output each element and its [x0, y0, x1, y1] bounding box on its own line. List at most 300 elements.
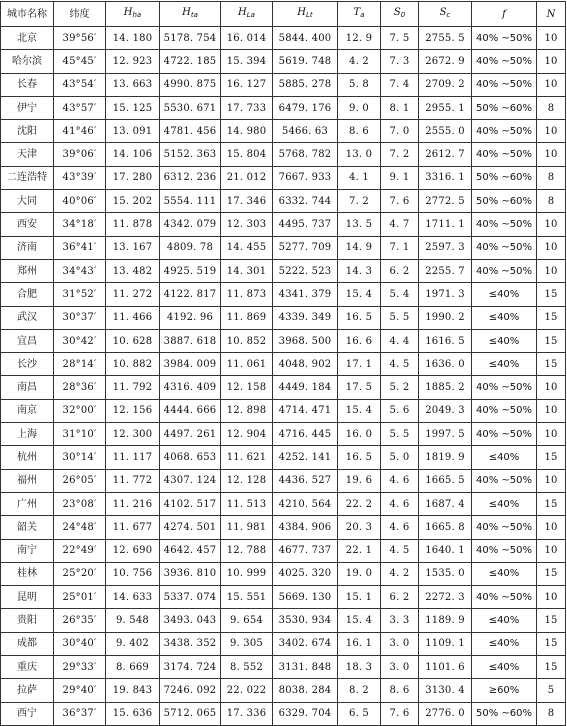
h-ha-cell: 19. 843 — [106, 679, 160, 702]
h-la-cell: 14. 980 — [221, 120, 273, 143]
n-cell: 10 — [537, 399, 566, 422]
city-cell: 拉萨 — [1, 679, 54, 702]
table-row — [1, 213, 566, 236]
h-la-cell: 12. 128 — [221, 469, 273, 492]
f-cell: ≤40% — [472, 329, 537, 352]
s-c-cell: 1665. 8 — [419, 516, 472, 539]
h-ha-cell: 14. 633 — [106, 586, 160, 609]
h-ta-cell: 5554. 111 — [160, 190, 221, 213]
city-cell: 成都 — [1, 632, 54, 655]
h-la-cell: 12. 788 — [221, 539, 273, 562]
h-lt-cell: 5844. 400 — [273, 27, 338, 50]
h-lt-cell: 4210. 564 — [273, 492, 338, 515]
h-ha-cell: 11. 466 — [106, 306, 160, 329]
latitude-cell: 34°43′ — [54, 259, 106, 282]
h-ta-cell: 4809. 78 — [160, 236, 221, 259]
latitude-cell: 45°45′ — [54, 50, 106, 73]
t-a-cell: 4. 1 — [338, 166, 381, 189]
table-row — [1, 190, 566, 213]
n-cell: 10 — [537, 539, 566, 562]
f-cell: 50% ~60% — [472, 96, 537, 119]
t-a-cell: 14. 9 — [338, 236, 381, 259]
city-cell: 西安 — [1, 213, 54, 236]
header-t-a — [338, 2, 381, 27]
h-la-cell: 17. 733 — [221, 96, 273, 119]
h-ta-cell: 3887. 618 — [160, 329, 221, 352]
f-cell: 40% ~50% — [472, 259, 537, 282]
h-ha-cell: 9. 402 — [106, 632, 160, 655]
table-row — [1, 96, 566, 119]
latitude-cell: 31°10′ — [54, 423, 106, 446]
f-cell: 40% ~50% — [472, 120, 537, 143]
t-a-cell: 13. 0 — [338, 143, 381, 166]
h-lt-cell: 4714. 471 — [273, 399, 338, 422]
s-0-cell: 7. 5 — [381, 27, 419, 50]
h-lt-cell: 4048. 902 — [273, 353, 338, 376]
s-0-cell: 4. 4 — [381, 329, 419, 352]
t-a-cell: 15. 4 — [338, 283, 381, 306]
table-row — [1, 399, 566, 422]
city-cell: 哈尔滨 — [1, 50, 54, 73]
s-0-cell: 7. 6 — [381, 190, 419, 213]
n-cell: 10 — [537, 516, 566, 539]
latitude-cell: 29°33′ — [54, 656, 106, 679]
f-cell: ≤40% — [472, 492, 537, 515]
h-la-cell: 9. 305 — [221, 632, 273, 655]
h-lt-cell: 6479. 176 — [273, 96, 338, 119]
s-0-cell: 5. 2 — [381, 376, 419, 399]
s-c-cell: 2755. 5 — [419, 27, 472, 50]
city-cell: 二连浩特 — [1, 166, 54, 189]
h-lt-cell: 5619. 748 — [273, 50, 338, 73]
header-latitude — [54, 2, 106, 27]
latitude-cell: 24°48′ — [54, 516, 106, 539]
table-row — [1, 492, 566, 515]
h-la-cell: 15. 804 — [221, 143, 273, 166]
city-cell: 南昌 — [1, 376, 54, 399]
h-lt-cell: 4449. 184 — [273, 376, 338, 399]
s-0-cell: 3. 0 — [381, 632, 419, 655]
s-c-cell: 1109. 1 — [419, 632, 472, 655]
n-cell: 10 — [537, 586, 566, 609]
h-lt-cell: 4677. 737 — [273, 539, 338, 562]
header-city-name — [1, 2, 54, 27]
s-0-cell: 4. 6 — [381, 492, 419, 515]
table-row — [1, 679, 566, 702]
f-cell: 40% ~50% — [472, 423, 537, 446]
s-c-cell: 1101. 6 — [419, 656, 472, 679]
s-0-cell: 7. 2 — [381, 143, 419, 166]
f-cell: ≤40% — [472, 283, 537, 306]
f-cell: 50% ~60% — [472, 190, 537, 213]
s-0-cell: 5. 4 — [381, 283, 419, 306]
h-la-cell: 11. 869 — [221, 306, 273, 329]
header-n — [537, 2, 566, 27]
latitude-cell: 36°41′ — [54, 236, 106, 259]
h-ha-cell: 13. 167 — [106, 236, 160, 259]
h-ta-cell: 4342. 079 — [160, 213, 221, 236]
table-row — [1, 516, 566, 539]
s-0-cell: 5. 0 — [381, 446, 419, 469]
h-lt-cell: 4025. 320 — [273, 562, 338, 585]
s-0-cell: 3. 3 — [381, 609, 419, 632]
h-lt-cell: 5222. 523 — [273, 259, 338, 282]
latitude-cell: 26°35′ — [54, 609, 106, 632]
f-cell: 40% ~50% — [472, 143, 537, 166]
header-h-lt-label: H — [297, 7, 307, 18]
header-h-lt — [273, 2, 338, 27]
t-a-cell: 16. 5 — [338, 446, 381, 469]
n-cell: 15 — [537, 306, 566, 329]
s-c-cell: 1640. 1 — [419, 539, 472, 562]
h-la-cell: 21. 012 — [221, 166, 273, 189]
h-la-cell: 12. 303 — [221, 213, 273, 236]
latitude-cell: 36°37′ — [54, 702, 106, 725]
h-la-cell: 11. 981 — [221, 516, 273, 539]
h-lt-cell: 5277. 709 — [273, 236, 338, 259]
h-ha-cell: 11. 878 — [106, 213, 160, 236]
city-cell: 南宁 — [1, 539, 54, 562]
n-cell: 10 — [537, 73, 566, 96]
table-row — [1, 656, 566, 679]
h-lt-cell: 6329. 704 — [273, 702, 338, 725]
n-cell: 10 — [537, 50, 566, 73]
header-s-0-subscript: 0 — [400, 11, 406, 19]
h-lt-cell: 3131. 848 — [273, 656, 338, 679]
n-cell: 15 — [537, 492, 566, 515]
h-ta-cell: 7246. 092 — [160, 679, 221, 702]
h-lt-cell: 5768. 782 — [273, 143, 338, 166]
f-cell: 50% ~60% — [472, 702, 537, 725]
n-cell: 15 — [537, 656, 566, 679]
h-lt-cell: 4339. 349 — [273, 306, 338, 329]
n-cell: 15 — [537, 562, 566, 585]
header-t-a-label: T — [353, 7, 361, 18]
header-s-0 — [381, 2, 419, 27]
t-a-cell: 9. 0 — [338, 96, 381, 119]
h-lt-cell: 4436. 527 — [273, 469, 338, 492]
table-body — [1, 27, 566, 726]
s-c-cell: 2255. 7 — [419, 259, 472, 282]
t-a-cell: 17. 1 — [338, 353, 381, 376]
t-a-cell: 15. 1 — [338, 586, 381, 609]
s-0-cell: 7. 0 — [381, 120, 419, 143]
s-c-cell: 1711. 1 — [419, 213, 472, 236]
n-cell: 8 — [537, 96, 566, 119]
s-0-cell: 7. 4 — [381, 73, 419, 96]
h-lt-cell: 8038. 284 — [273, 679, 338, 702]
latitude-cell: 43°57′ — [54, 96, 106, 119]
table-row — [1, 73, 566, 96]
table-row — [1, 632, 566, 655]
h-lt-cell: 4495. 737 — [273, 213, 338, 236]
header-h-ha — [106, 2, 160, 27]
latitude-cell: 34°18′ — [54, 213, 106, 236]
s-c-cell: 1687. 4 — [419, 492, 472, 515]
s-c-cell: 2272. 3 — [419, 586, 472, 609]
h-la-cell: 16. 014 — [221, 27, 273, 50]
h-lt-cell: 3530. 934 — [273, 609, 338, 632]
city-cell: 合肥 — [1, 283, 54, 306]
h-ha-cell: 17. 280 — [106, 166, 160, 189]
table-row — [1, 423, 566, 446]
h-la-cell: 14. 301 — [221, 259, 273, 282]
s-c-cell: 1997. 5 — [419, 423, 472, 446]
h-ha-cell: 9. 548 — [106, 609, 160, 632]
h-ha-cell: 11. 216 — [106, 492, 160, 515]
h-ta-cell: 4722. 185 — [160, 50, 221, 73]
t-a-cell: 15. 4 — [338, 399, 381, 422]
n-cell: 8 — [537, 166, 566, 189]
h-ha-cell: 11. 792 — [106, 376, 160, 399]
latitude-cell: 25°20′ — [54, 562, 106, 585]
n-cell: 8 — [537, 190, 566, 213]
h-ta-cell: 4781. 456 — [160, 120, 221, 143]
h-la-cell: 15. 551 — [221, 586, 273, 609]
table-row — [1, 143, 566, 166]
city-cell: 桂林 — [1, 562, 54, 585]
s-0-cell: 9. 1 — [381, 166, 419, 189]
h-ha-cell: 14. 106 — [106, 143, 160, 166]
header-f — [472, 2, 537, 27]
s-c-cell: 1885. 2 — [419, 376, 472, 399]
h-ta-cell: 4307. 124 — [160, 469, 221, 492]
h-la-cell: 12. 158 — [221, 376, 273, 399]
city-cell: 广州 — [1, 492, 54, 515]
s-c-cell: 1971. 3 — [419, 283, 472, 306]
latitude-cell: 25°01′ — [54, 586, 106, 609]
city-cell: 伊宁 — [1, 96, 54, 119]
s-c-cell: 1616. 5 — [419, 329, 472, 352]
latitude-cell: 41°46′ — [54, 120, 106, 143]
f-cell: ≤40% — [472, 306, 537, 329]
h-ta-cell: 6312. 236 — [160, 166, 221, 189]
h-la-cell: 16. 127 — [221, 73, 273, 96]
h-ha-cell: 13. 091 — [106, 120, 160, 143]
h-lt-cell: 4252. 141 — [273, 446, 338, 469]
latitude-cell: 43°39′ — [54, 166, 106, 189]
s-0-cell: 6. 2 — [381, 586, 419, 609]
s-c-cell: 2555. 0 — [419, 120, 472, 143]
h-la-cell: 11. 061 — [221, 353, 273, 376]
t-a-cell: 16. 1 — [338, 632, 381, 655]
city-cell: 郑州 — [1, 259, 54, 282]
f-cell: 40% ~50% — [472, 399, 537, 422]
t-a-cell: 22. 2 — [338, 492, 381, 515]
latitude-cell: 31°52′ — [54, 283, 106, 306]
table-row — [1, 120, 566, 143]
h-lt-cell: 4384. 906 — [273, 516, 338, 539]
f-cell: 40% ~50% — [472, 27, 537, 50]
city-cell: 韶关 — [1, 516, 54, 539]
h-lt-cell: 5885. 278 — [273, 73, 338, 96]
f-cell: 40% ~50% — [472, 376, 537, 399]
h-ha-cell: 10. 628 — [106, 329, 160, 352]
h-ha-cell: 11. 677 — [106, 516, 160, 539]
table-row — [1, 329, 566, 352]
s-c-cell: 2049. 3 — [419, 399, 472, 422]
s-0-cell: 5. 6 — [381, 399, 419, 422]
s-0-cell: 5. 5 — [381, 306, 419, 329]
s-c-cell: 1636. 0 — [419, 353, 472, 376]
s-0-cell: 8. 6 — [381, 679, 419, 702]
h-la-cell: 10. 852 — [221, 329, 273, 352]
h-ta-cell: 3493. 043 — [160, 609, 221, 632]
h-la-cell: 11. 873 — [221, 283, 273, 306]
t-a-cell: 13. 5 — [338, 213, 381, 236]
h-ha-cell: 15. 202 — [106, 190, 160, 213]
s-c-cell: 2955. 1 — [419, 96, 472, 119]
s-0-cell: 6. 2 — [381, 259, 419, 282]
h-ha-cell: 10. 882 — [106, 353, 160, 376]
t-a-cell: 16. 5 — [338, 306, 381, 329]
h-ta-cell: 5152. 363 — [160, 143, 221, 166]
table-row — [1, 539, 566, 562]
h-ta-cell: 4192. 96 — [160, 306, 221, 329]
latitude-cell: 28°14′ — [54, 353, 106, 376]
city-cell: 杭州 — [1, 446, 54, 469]
n-cell: 15 — [537, 329, 566, 352]
f-cell: 50% ~60% — [472, 166, 537, 189]
table-row — [1, 27, 566, 50]
t-a-cell: 4. 2 — [338, 50, 381, 73]
t-a-cell: 12. 9 — [338, 27, 381, 50]
header-h-ta — [160, 2, 221, 27]
h-lt-cell: 6332. 744 — [273, 190, 338, 213]
s-c-cell: 1665. 5 — [419, 469, 472, 492]
n-cell: 10 — [537, 236, 566, 259]
latitude-cell: 29°40′ — [54, 679, 106, 702]
header-f-label: f — [502, 8, 506, 20]
s-c-cell: 1189. 9 — [419, 609, 472, 632]
city-cell: 昆明 — [1, 586, 54, 609]
latitude-cell: 32°00′ — [54, 399, 106, 422]
s-0-cell: 4. 5 — [381, 539, 419, 562]
f-cell: 40% ~50% — [472, 236, 537, 259]
f-cell: 40% ~50% — [472, 516, 537, 539]
h-la-cell: 14. 455 — [221, 236, 273, 259]
h-la-cell: 11. 513 — [221, 492, 273, 515]
table-row — [1, 702, 566, 725]
latitude-cell: 30°42′ — [54, 329, 106, 352]
s-0-cell: 3. 0 — [381, 656, 419, 679]
latitude-cell: 30°14′ — [54, 446, 106, 469]
h-ta-cell: 3438. 352 — [160, 632, 221, 655]
latitude-cell: 40°06′ — [54, 190, 106, 213]
city-cell: 长沙 — [1, 353, 54, 376]
h-la-cell: 12. 898 — [221, 399, 273, 422]
h-ta-cell: 3174. 724 — [160, 656, 221, 679]
table-row — [1, 609, 566, 632]
city-cell: 重庆 — [1, 656, 54, 679]
h-lt-cell: 5669. 130 — [273, 586, 338, 609]
h-ta-cell: 4068. 653 — [160, 446, 221, 469]
n-cell: 15 — [537, 283, 566, 306]
h-ha-cell: 12. 156 — [106, 399, 160, 422]
t-a-cell: 8. 6 — [338, 120, 381, 143]
city-cell: 天津 — [1, 143, 54, 166]
table-row — [1, 236, 566, 259]
latitude-cell: 30°37′ — [54, 306, 106, 329]
h-ta-cell: 4642. 457 — [160, 539, 221, 562]
n-cell: 10 — [537, 27, 566, 50]
s-c-cell: 2709. 2 — [419, 73, 472, 96]
h-lt-cell: 5466. 63 — [273, 120, 338, 143]
t-a-cell: 6. 5 — [338, 702, 381, 725]
city-cell: 武汉 — [1, 306, 54, 329]
n-cell: 10 — [537, 120, 566, 143]
s-0-cell: 4. 2 — [381, 562, 419, 585]
header-h-la-subscript: La — [246, 11, 255, 19]
header-s-c — [419, 2, 472, 27]
h-lt-cell: 4716. 445 — [273, 423, 338, 446]
s-0-cell: 8. 1 — [381, 96, 419, 119]
n-cell: 5 — [537, 679, 566, 702]
s-0-cell: 4. 6 — [381, 516, 419, 539]
f-cell: 40% ~50% — [472, 469, 537, 492]
h-la-cell: 10. 999 — [221, 562, 273, 585]
s-c-cell: 2612. 7 — [419, 143, 472, 166]
n-cell: 15 — [537, 632, 566, 655]
header-h-la-label: H — [238, 7, 247, 18]
h-ha-cell: 11. 117 — [106, 446, 160, 469]
f-cell: ≤40% — [472, 353, 537, 376]
t-a-cell: 8. 2 — [338, 679, 381, 702]
n-cell: 10 — [537, 469, 566, 492]
header-s-c-label: S — [439, 7, 447, 18]
city-cell: 福州 — [1, 469, 54, 492]
h-ta-cell: 5178. 754 — [160, 27, 221, 50]
city-cell: 沈阳 — [1, 120, 54, 143]
h-ta-cell: 5712. 065 — [160, 702, 221, 725]
f-cell: ≥60% — [472, 679, 537, 702]
t-a-cell: 14. 3 — [338, 259, 381, 282]
s-c-cell: 2597. 3 — [419, 236, 472, 259]
s-c-cell: 3130. 4 — [419, 679, 472, 702]
h-ha-cell: 11. 272 — [106, 283, 160, 306]
h-la-cell: 8. 552 — [221, 656, 273, 679]
header-h-ta-subscript: ta — [190, 11, 198, 19]
h-ta-cell: 4444. 666 — [160, 399, 221, 422]
h-ha-cell: 15. 636 — [106, 702, 160, 725]
s-0-cell: 7. 3 — [381, 50, 419, 73]
f-cell: ≤40% — [472, 632, 537, 655]
f-cell: ≤40% — [472, 562, 537, 585]
h-la-cell: 22. 022 — [221, 679, 273, 702]
h-la-cell: 17. 346 — [221, 190, 273, 213]
t-a-cell: 22. 1 — [338, 539, 381, 562]
h-ha-cell: 11. 772 — [106, 469, 160, 492]
s-c-cell: 2672. 9 — [419, 50, 472, 73]
h-ha-cell: 13. 663 — [106, 73, 160, 96]
h-ha-cell: 12. 923 — [106, 50, 160, 73]
h-ta-cell: 4990. 875 — [160, 73, 221, 96]
header-h-lt-subscript: Lt — [306, 11, 313, 19]
h-ta-cell: 3984. 009 — [160, 353, 221, 376]
h-ta-cell: 4122. 817 — [160, 283, 221, 306]
h-ta-cell: 4102. 517 — [160, 492, 221, 515]
header-n-label: N — [546, 8, 556, 20]
n-cell: 15 — [537, 446, 566, 469]
latitude-cell: 39°56′ — [54, 27, 106, 50]
n-cell: 10 — [537, 423, 566, 446]
s-c-cell: 2772. 5 — [419, 190, 472, 213]
table-row — [1, 50, 566, 73]
n-cell: 8 — [537, 702, 566, 725]
s-c-cell: 3316. 1 — [419, 166, 472, 189]
latitude-cell: 43°54′ — [54, 73, 106, 96]
table-row — [1, 446, 566, 469]
